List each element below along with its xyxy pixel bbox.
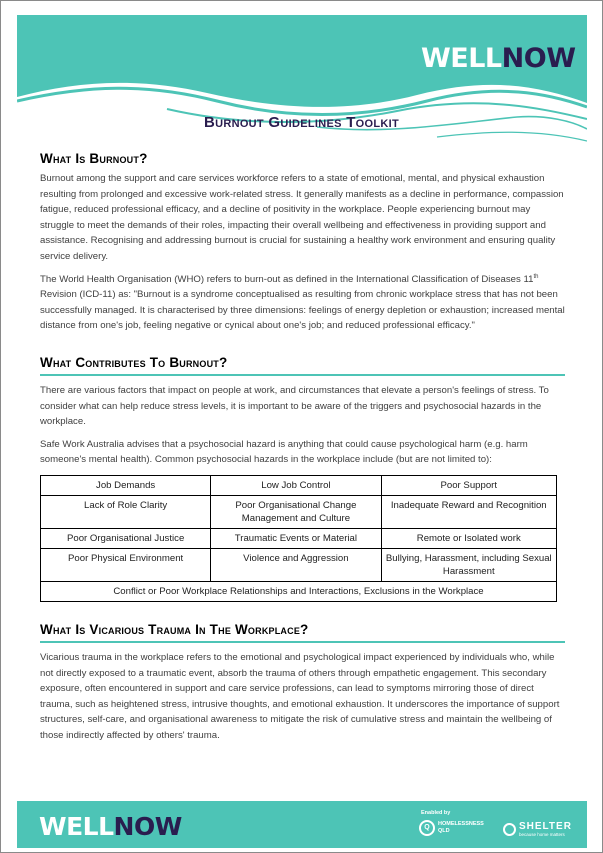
wellnow-logo: WELLNOW bbox=[39, 812, 182, 841]
wellnow-logo: WELLNOW bbox=[421, 43, 576, 74]
enabled-by-label: Enabled by bbox=[421, 810, 451, 816]
contributes-paragraph-2: Safe Work Australia advises that a psychosocial hazard is anything that could cause psychological harm (e.g. harm someone's mental health). Common psychosocial hazards in the workplace include (but are not limited to): bbox=[40, 438, 528, 466]
table-cell: Poor Physical Environment bbox=[41, 548, 211, 581]
table-cell-wide: Conflict or Poor Workplace Relationships and Interactions, Exclusions in the Workplace bbox=[41, 581, 557, 601]
homelessness-qld-logo: Q HOMELESSNESS QLD bbox=[419, 820, 484, 836]
document-title: Burnout Guidelines Toolkit bbox=[203, 114, 400, 131]
table-cell: Violence and Aggression bbox=[211, 548, 381, 581]
table-row bbox=[41, 475, 557, 495]
burnout-paragraph-2: The World Health Organisation (WHO) refers to burn-out as defined in the International Classification of Diseases 11th Revision (ICD-11) as: "Burnout is a syndrome conceptualised as resulting from chronic workplace stress that has not been successfully managed. It is characterised by three dimensions: feelings of energy depletion or exhaustion; increased mental distance from one's job, feeling negative or cynical about one's job; and reduced professional efficacy." bbox=[40, 273, 565, 332]
table-cell: Poor Organisational Change Management and Culture bbox=[211, 495, 381, 528]
table-cell: Lack of Role Clarity bbox=[41, 495, 211, 528]
table-cell: Bullying, Harassment, including Sexual Harassment bbox=[381, 548, 556, 581]
table-cell: Remote or Isolated work bbox=[381, 528, 556, 548]
section-heading-vicarious-trauma: What Is Vicarious Trauma In The Workplace? bbox=[40, 621, 309, 637]
section-divider bbox=[40, 374, 565, 376]
main-content bbox=[40, 151, 565, 750]
shelter-logo: SHELTER because home matters bbox=[503, 821, 572, 837]
section-divider bbox=[40, 641, 565, 643]
table-row bbox=[41, 495, 557, 528]
table-cell: Low Job Control bbox=[211, 475, 381, 495]
shelter-mark-icon bbox=[503, 823, 516, 836]
table-row bbox=[41, 581, 557, 601]
table-cell: Poor Support bbox=[381, 475, 556, 495]
table-row bbox=[41, 528, 557, 548]
table-row bbox=[41, 548, 557, 581]
section-heading-contributes: What Contributes To Burnout? bbox=[40, 354, 228, 370]
contributes-paragraph-1: There are various factors that impact on people at work, and circumstances that elevate a person's feelings of stress. To consider what can help reduce stress levels, it is important to be aware of the triggers and psychosocial hazards in the workplace. bbox=[40, 384, 549, 428]
psychosocial-hazards-table bbox=[40, 475, 557, 602]
section-heading-burnout: What Is Burnout? bbox=[40, 151, 148, 166]
vicarious-trauma-paragraph: Vicarious trauma in the workplace refers to the emotional and psychological impact experienced by individuals who, while not directly exposed to a traumatic event, absorb the trauma of others through empathetic engagement. This secondary exposure, often encountered in support and care service professions, can lead to symptoms mirroring those of direct trauma, such as heightened stress, intrusive thoughts, and emotional exhaustion. It underscores the importance of support structures, self-care, and organisational awareness to mitigate the risk of cumulative stress and maintain the wellbeing of those indirectly affected by others' trauma. bbox=[40, 651, 560, 741]
table-cell: Inadequate Reward and Recognition bbox=[381, 495, 556, 528]
table-cell: Job Demands bbox=[41, 475, 211, 495]
footer-banner bbox=[17, 801, 587, 848]
table-cell: Traumatic Events or Material bbox=[211, 528, 381, 548]
homelessness-qld-mark-icon: Q bbox=[419, 820, 435, 836]
burnout-paragraph-1: Burnout among the support and care services workforce refers to a state of emotional, mental, and physical exhaustion resulting from prolonged and excessive work-related stress. It generally manifests as a decline in performance, compassion fatigue, reduced professional efficacy, and a decline of positivity in the workplace. People experiencing burnout may struggle to meet the demands of their roles, impacting their overall wellbeing and effectiveness in providing support and assistance. Recognising and addressing burnout is crucial for sustaining a healthy work environment and ensuring quality service delivery. bbox=[40, 173, 564, 262]
table-cell: Poor Organisational Justice bbox=[41, 528, 211, 548]
